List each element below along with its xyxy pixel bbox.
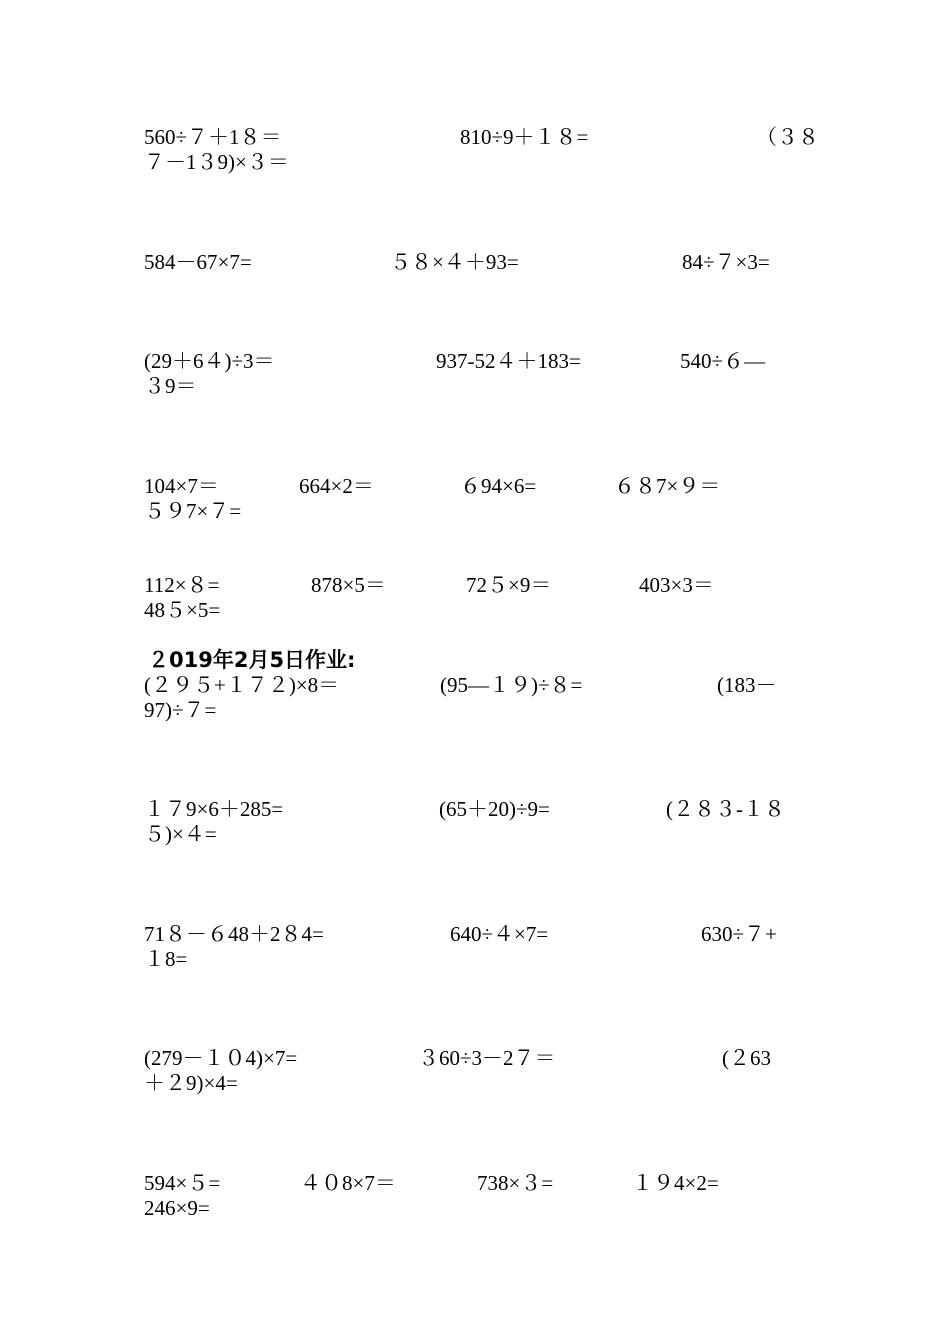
problem: (279－１０4)×7= [144,1046,298,1070]
problem: (２63 [722,1046,771,1070]
problem: 937-52４＋183= [436,349,581,373]
problem: (２９５+１７２)×8＝ [144,673,340,697]
homework-date-heading: ２019年2月5日作业: [148,648,356,672]
problem: 71８－６48＋2８4= [144,922,324,946]
problem-continuation: ５)×４= [144,822,217,846]
problem: ６８7×９＝ [614,474,721,498]
problem: 584－67×7= [144,250,252,274]
problem: (29＋6４)÷3＝ [144,349,275,373]
problem: 640÷４×7= [450,922,549,946]
problem: 112×８= [144,573,220,597]
problem: (２８３-１８ [666,797,785,821]
problem: 594×５= [144,1171,221,1195]
problem-continuation: ７－1３9)×３＝ [144,150,289,174]
problem: ３60÷3－2７＝ [418,1046,556,1070]
problem: 104×7＝ [144,474,219,498]
problem: 810÷9＋１８= [460,125,589,149]
problem: ４０8×7＝ [300,1171,396,1195]
problem: 878×5＝ [311,573,386,597]
problem-continuation: ＋２9)×4= [144,1071,238,1095]
problem: 630÷７+ [701,922,777,946]
problem: 738×３= [477,1171,554,1195]
problem: (65＋20)÷9= [439,797,550,821]
problem: （３８ [756,125,819,149]
problem: 664×2＝ [299,474,374,498]
problem: 540÷６— [680,349,766,373]
problem: １９4×2= [632,1171,719,1195]
problem-continuation: 48５×5= [144,598,221,622]
problem: (183－ [717,673,777,697]
problem: ５８×４＋93= [390,250,519,274]
problem: 72５×9＝ [466,573,552,597]
problem-continuation: ３9＝ [144,374,197,398]
problem-continuation: 97)÷７= [144,698,217,722]
problem-continuation: 246×9= [144,1196,210,1220]
problem: １７9×6＋285= [144,797,284,821]
problem-continuation: ５９7×７= [144,499,242,523]
problem: ６94×6= [460,474,537,498]
problem-continuation: １8= [144,947,188,971]
problem: (95—１９)÷８= [440,673,583,697]
problem: 403×3＝ [639,573,714,597]
problem: 560÷７＋1８＝ [144,125,282,149]
problem: 84÷７×3= [682,250,770,274]
